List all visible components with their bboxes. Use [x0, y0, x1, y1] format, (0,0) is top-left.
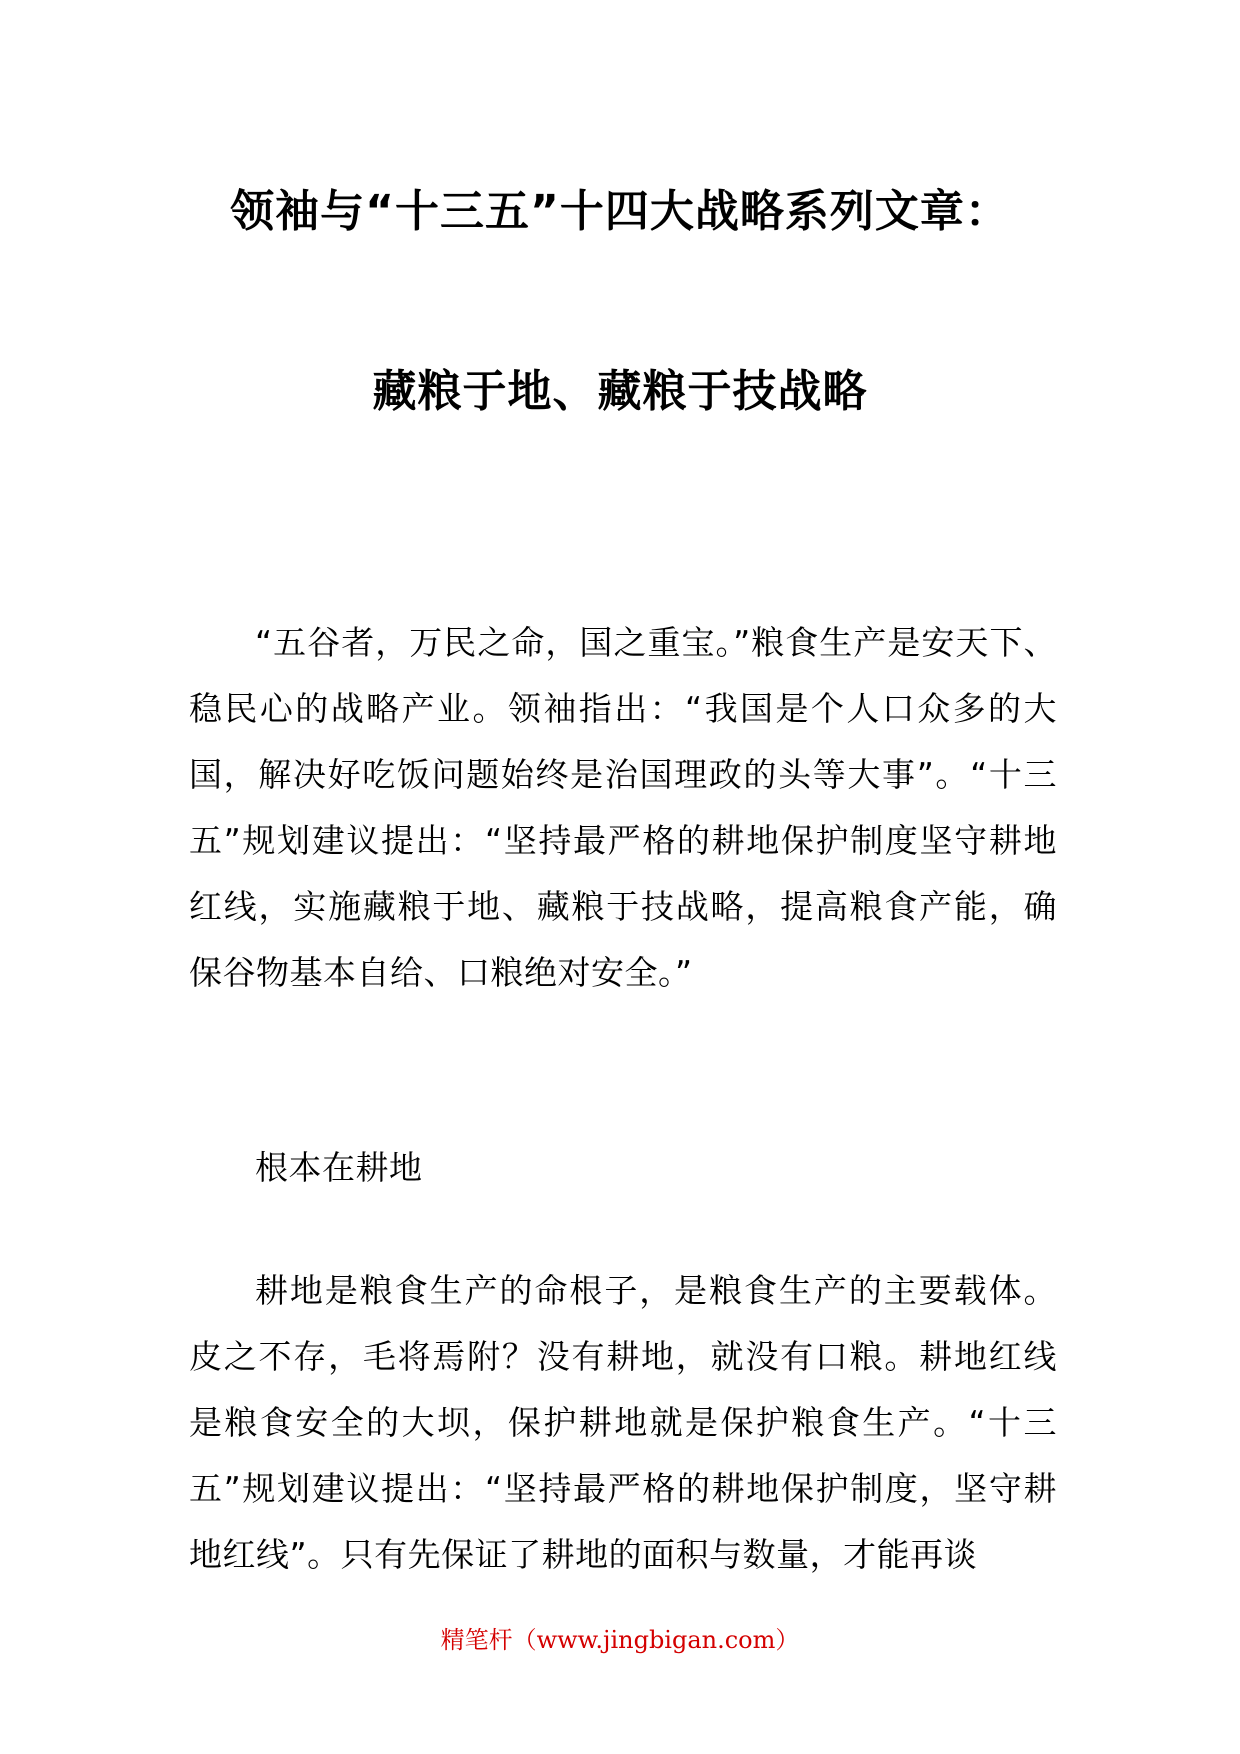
document-title-line1: 领袖与“十三五”十四大战略系列文章：: [230, 186, 1010, 237]
footer-watermark: 精笔杆（www.jingbigan.com）: [440, 1626, 800, 1654]
section-heading: 根本在耕地: [255, 1148, 423, 1187]
paragraph-farmland: 耕地是粮食生产的命根子，是粮食生产的主要载体。皮之不存，毛将焉附？没有耕地，就没有口粮。耕地红线是粮食安全的大坝，保护耕地就是保护粮食生产。“十三五”规划建议提出：“坚持最严格的耕地保护制度，坚守耕地红线”。只有先保证了耕地的面积与数量，才能再谈: [189, 1271, 1057, 1574]
document-title-line2: 藏粮于地、藏粮于技战略: [372, 366, 868, 417]
paragraph-intro: “五谷者，万民之命，国之重宝。”粮食生产是安天下、稳民心的战略产业。领袖指出：“我国是个人口众多的大国，解决好吃饭问题始终是治国理政的头等大事”。“十三五”规划建议提出：“坚持最严格的耕地保护制度坚守耕地红线，实施藏粮于地、藏粮于技战略，提高粮食产能，确保谷物基本自给、口粮绝对安全。”: [189, 623, 1057, 992]
